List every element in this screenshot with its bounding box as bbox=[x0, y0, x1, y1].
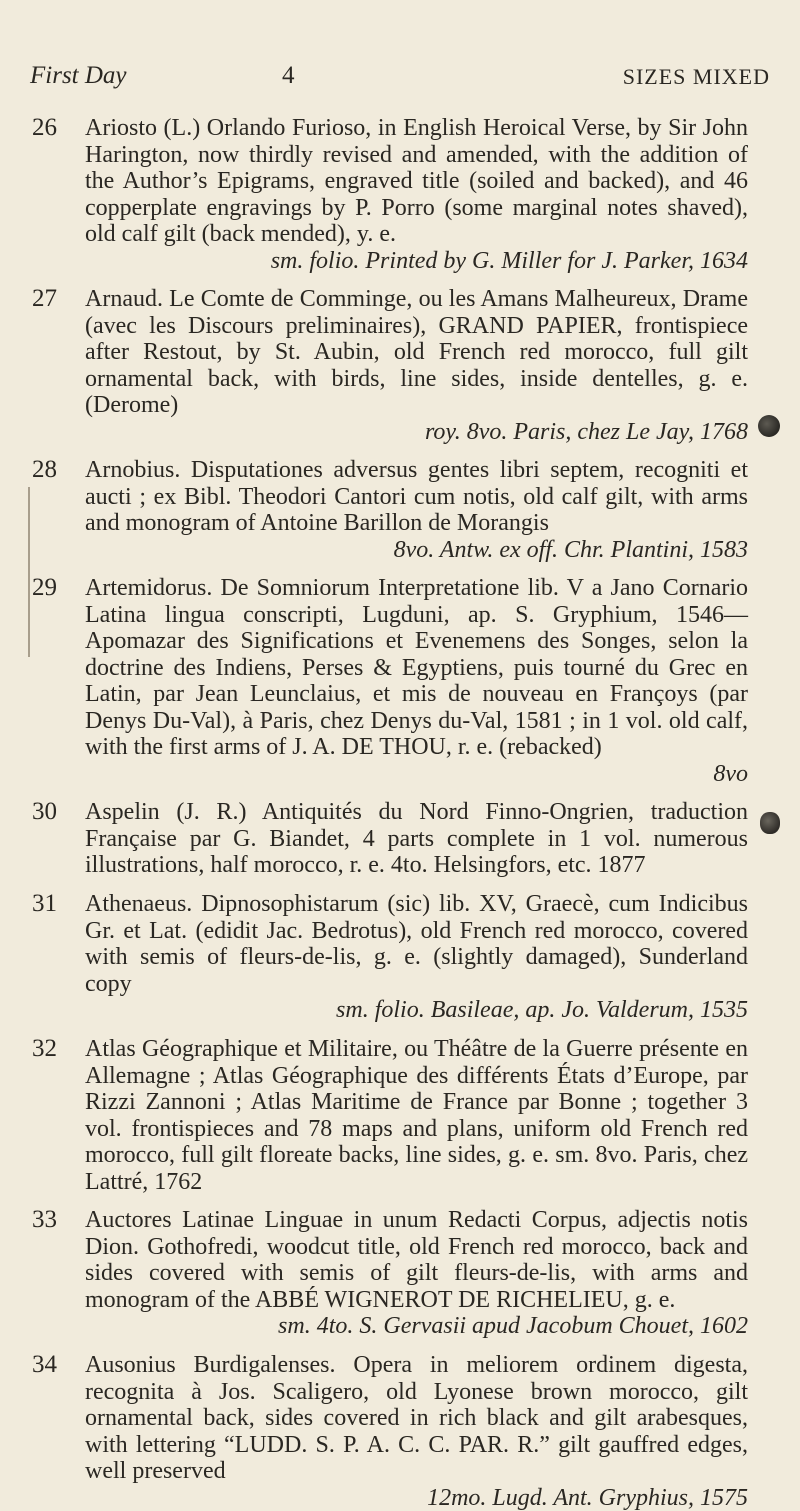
lot-number: 34 bbox=[32, 1349, 57, 1381]
lot-description bbox=[85, 1352, 748, 1511]
ink-dot-mark bbox=[758, 415, 780, 437]
lot-description bbox=[85, 1036, 748, 1195]
lot-imprint: sm. folio. Printed by G. Miller for J. Parker, 1634 bbox=[85, 248, 748, 275]
lot-imprint: sm. folio. Basileae, ap. Jo. Valderum, 1535 bbox=[85, 997, 748, 1024]
lot-body: Auctores Latinae Linguae in unum Redacti Corpus, adjectis notis Dion. Gothofredi, woodcut title, old French red morocco, back and sides covered with semis of gilt fleurs-de-lis, with arms and monogram of the ABBÉ WIGNEROT DE RICHELIEU, g. e. bbox=[85, 1207, 748, 1313]
lot-body: Aspelin (J. R.) Antiquités du Nord Finno-Ongrien, traduction Française par G. Biandet, 4 parts complete in 1 vol. numerous illustrations, half morocco, r. e. 4to. Helsingfors, etc. 1877 bbox=[85, 799, 748, 878]
ink-dot-mark bbox=[760, 812, 780, 834]
lot-body: Atlas Géographique et Militaire, ou Théâtre de la Guerre présente en Allemagne ; Atlas Géographique des différents États d’Europe, par Rizzi Zannoni ; Atlas Maritime de France par Bonne ; together 3 vol. frontispieces and 78 maps and plans, uniform old French red morocco, full gilt floreate backs, line sides, g. e. sm. 8vo. Paris, chez Lattré, 1762 bbox=[85, 1036, 748, 1195]
lot-number: 28 bbox=[32, 454, 57, 486]
lot-body: Arnobius. Disputationes adversus gentes libri septem, recogniti et aucti ; ex Bibl. Theodori Cantori cum notis, old calf gilt, with arms and monogram of Antoine Barillon de Morangis bbox=[85, 457, 748, 536]
lot-description bbox=[85, 286, 748, 445]
lot-number: 32 bbox=[32, 1033, 57, 1065]
lot-body: Ariosto (L.) Orlando Furioso, in English Heroical Verse, by Sir John Harington, now thirdly revised and amended, with the addition of the Author’s Epigrams, engraved title (soiled and backed), and 46 copperplate engravings by P. Porro (some marginal notes shaved), old calf gilt (back mended), y. e. bbox=[85, 115, 748, 247]
header-day: First Day bbox=[30, 62, 127, 90]
lot-description bbox=[85, 799, 748, 879]
lot-description bbox=[85, 1207, 748, 1340]
page-number: 4 bbox=[282, 62, 295, 90]
header-section: SIZES MIXED bbox=[623, 64, 770, 90]
lot-number: 30 bbox=[32, 796, 57, 828]
lot-imprint: 12mo. Lugd. Ant. Gryphius, 1575 bbox=[85, 1485, 748, 1511]
lot-number: 27 bbox=[32, 283, 57, 315]
lot-number: 29 bbox=[32, 572, 57, 604]
lot-imprint: roy. 8vo. Paris, chez Le Jay, 1768 bbox=[85, 419, 748, 446]
lot-body: Arnaud. Le Comte de Comminge, ou les Amans Malheureux, Drame (avec les Discours preliminaires), GRAND PAPIER, frontispiece after Restout, by St. Aubin, old French red morocco, full gilt ornamental back, with birds, line sides, inside dentelles, g. e. (Derome) bbox=[85, 286, 748, 418]
lot-number: 31 bbox=[32, 888, 57, 920]
lot-description bbox=[85, 575, 748, 787]
running-header bbox=[30, 62, 770, 102]
lot-body: Ausonius Burdigalenses. Opera in meliorem ordinem digesta, recognita à Jos. Scaligero, old Lyonese brown morocco, gilt ornamental back, sides covered in rich black and gilt arabesques, with lettering “LUDD. S. P. A. C. C. PAR. R.” gilt gauffred edges, well preserved bbox=[85, 1352, 748, 1484]
lot-body: Artemidorus. De Somniorum Interpretatione lib. V a Jano Cornario Latina lingua conscripti, Lugduni, ap. S. Gryphium, 1546—Apomazar des Significations et Evenemens des Songes, selon la doctrine des Indiens, Perses & Egyptiens, puis tourné du Grec en Latin, par Jean Leunclaius, et mis de nouveau en Françoys (par Denys Du-Val), à Paris, chez Denys du-Val, 1581 ; in 1 vol. old calf, with the first arms of J. A. DE THOU, r. e. (rebacked) bbox=[85, 575, 748, 760]
lot-imprint: 8vo. Antw. ex off. Chr. Plantini, 1583 bbox=[85, 537, 748, 564]
lot-number: 26 bbox=[32, 112, 57, 144]
lot-imprint: 8vo bbox=[85, 761, 748, 788]
lot-description bbox=[85, 457, 748, 563]
lot-description bbox=[85, 891, 748, 1024]
lot-description bbox=[85, 115, 748, 274]
lot-imprint: sm. 4to. S. Gervasii apud Jacobum Chouet, 1602 bbox=[85, 1313, 748, 1340]
lot-number: 33 bbox=[32, 1204, 57, 1236]
lot-body: Athenaeus. Dipnosophistarum (sic) lib. XV, Graecè, cum Indicibus Gr. et Lat. (edidit Jac. Bedrotus), old French red morocco, covered with semis of fleurs-de-lis, g. e. (slightly damaged), Sunderland copy bbox=[85, 891, 748, 997]
